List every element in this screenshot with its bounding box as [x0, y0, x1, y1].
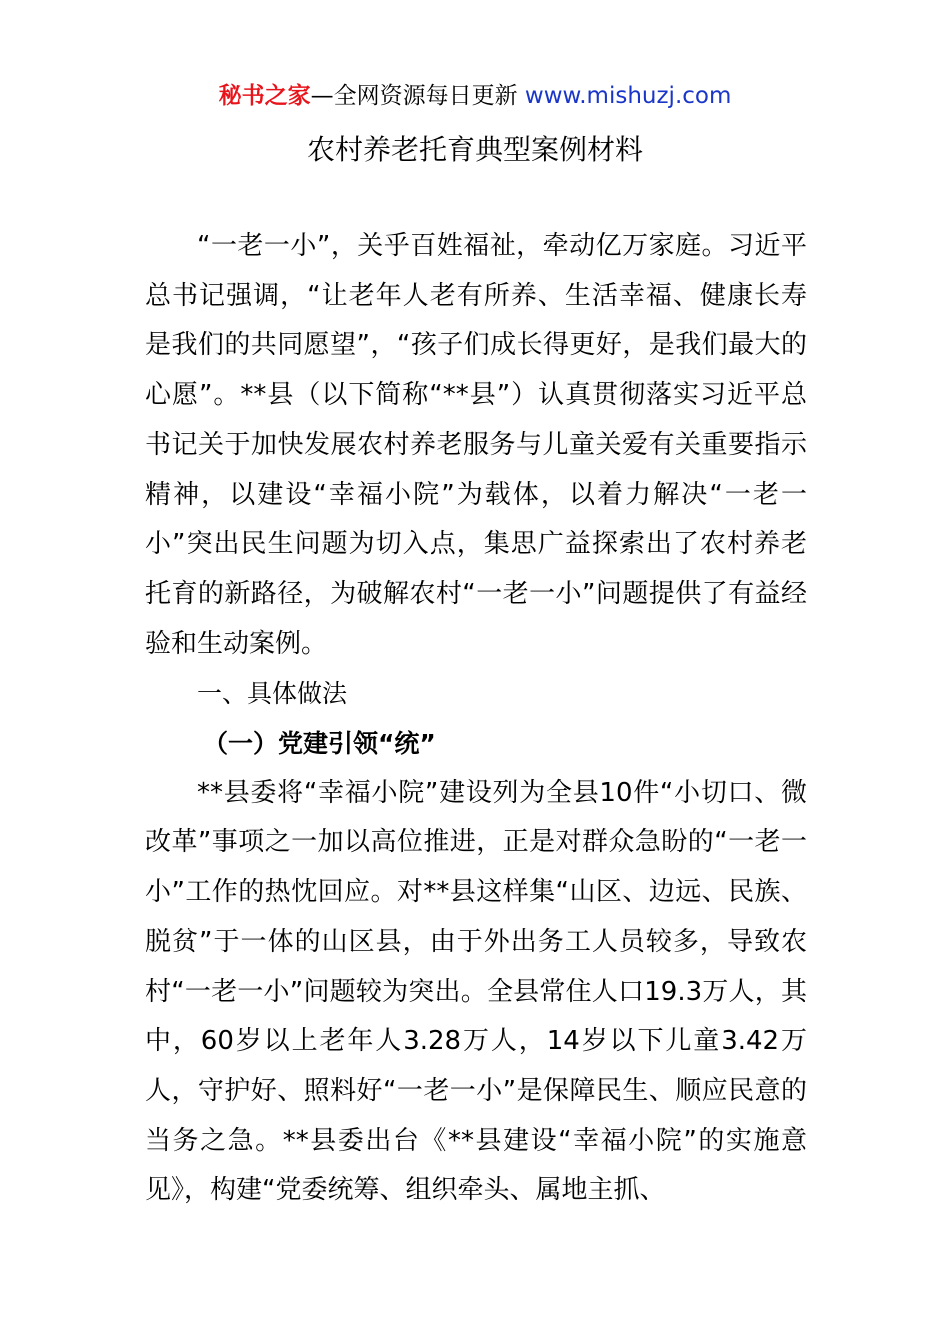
site-url-link[interactable]: www.mishuzj.com	[524, 83, 732, 109]
subsection-heading: （一）党建引领“统”	[203, 729, 436, 759]
intro-paragraph: “一老一小”，关乎百姓福祉，牵动亿万家庭。习近平总书记强调，“让老年人老有所养、生活幸福、健康长寿是我们的共同愿望”，“孩子们成长得更好，是我们最大的心愿”。**县（以下简称“**县”）认真贯彻落实习近平总书记关于加快发展农村养老服务与儿童关爱有关重要指示精神，以建设“幸福小院”为载体，以着力解决“一老一小”突出民生问题为切入点，集思广益探索出了农村养老托育的新路径，为破解农村“一老一小”问题提供了有益经验和生动案例。	[145, 231, 807, 659]
section-heading: 一、具体做法	[197, 679, 348, 709]
site-tagline: —全网资源每日更新	[310, 83, 518, 109]
document-body	[145, 222, 807, 1216]
site-header	[0, 80, 950, 112]
document-title: 农村养老托育典型案例材料	[306, 133, 643, 166]
subsection-paragraph: **县委将“幸福小院”建设列为全县10件“小切口、微改革”事项之一加以高位推进，正是对群众急盼的“一老一小”工作的热忱回应。对**县这样集“山区、边远、民族、脱贫”于一体的山区县，由于外出务工人员较多，导致农村“一老一小”问题较为突出。全县常住人口19.3万人，其中，60岁以上老年人3.28万人，14岁以下儿童3.42万人，守护好、照料好“一老一小”是保障民生、顺应民意的当务之急。**县委出台《**县建设“幸福小院”的实施意见》，构建“党委统筹、组织牵头、属地主抓、	[145, 777, 807, 1206]
site-brand: 秘书之家	[218, 83, 311, 109]
